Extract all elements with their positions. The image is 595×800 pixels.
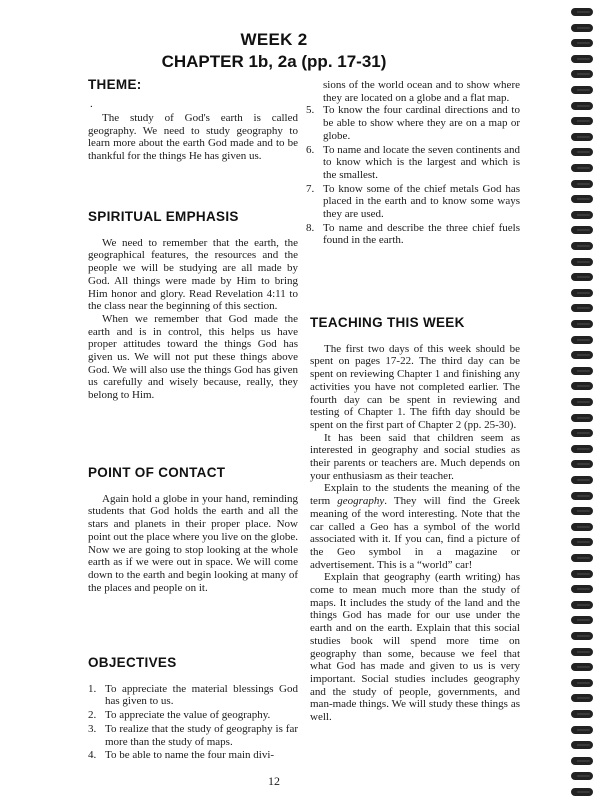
spiral-coil: [571, 70, 593, 78]
objective-text: To know the four cardinal directions and to be able to show where they are on a map or globe.: [323, 104, 520, 142]
spiral-coil: [571, 289, 593, 297]
theme-heading: THEME:: [88, 77, 142, 92]
spiral-coil: [571, 648, 593, 656]
spiral-coil: [571, 445, 593, 453]
objective-item: [88, 723, 298, 748]
objective-item: [306, 183, 520, 221]
teaching-section: [310, 317, 520, 724]
spiral-coil: [571, 258, 593, 266]
teaching-paragraph-1: The first two days of this week should be spent on pages 17-22. The third day can be spent on reviewing Chapter 1 and finishing any activities you have not completed earlier. The fourth day can be spent in reviewing and testing of Chapter 1. The fifth day should be spent on the first part of Chapter 2 (pp. 25-30).: [310, 342, 520, 431]
spiral-coil: [571, 117, 593, 125]
objective-number: 5.: [306, 104, 315, 117]
teaching-paragraph-3: [310, 482, 520, 571]
objective-text: To appreciate the material blessings God has given to us.: [105, 682, 298, 708]
spiral-coil: [571, 492, 593, 500]
spiral-coil: [571, 726, 593, 734]
spiral-coil: [571, 476, 593, 484]
spiral-coil: [571, 273, 593, 281]
objective-number: 2.: [88, 709, 97, 722]
spiral-coil: [571, 414, 593, 422]
objective-number: 7.: [306, 182, 315, 195]
spiral-coil: [571, 8, 593, 16]
teaching-heading: TEACHING THIS WEEK: [310, 315, 465, 330]
stray-mark: .: [90, 98, 93, 110]
objective-item: [306, 144, 520, 182]
spiritual-emphasis-heading: SPIRITUAL EMPHASIS: [88, 209, 239, 224]
spiral-coil: [571, 102, 593, 110]
spiritual-emphasis-paragraph-2: When we remember that God made the earth and is in control, this helps us have proper attitudes toward the things God has given us. We will not put these things above God. We will also use the things God has given us carefully and wisely because, really, they belong to Him.: [88, 312, 298, 402]
spiral-coil: [571, 226, 593, 234]
spiral-coil: [571, 398, 593, 406]
spiral-coil: [571, 336, 593, 344]
objective-number: 4.: [88, 749, 97, 762]
spiral-coil: [571, 570, 593, 578]
spiral-coil: [571, 694, 593, 702]
spiral-coil: [571, 507, 593, 515]
point-of-contact-section: [88, 467, 298, 594]
objective-number: 6.: [306, 143, 315, 156]
chapter-title: CHAPTER 1b, 2a (pp. 17-31): [161, 52, 387, 71]
objective-text: To name and locate the seven continents and to know which is the largest and which is the smallest.: [323, 143, 520, 181]
spiral-coil: [571, 86, 593, 94]
spiral-coil: [571, 242, 593, 250]
spiral-coil: [571, 554, 593, 562]
objective-item: [306, 222, 520, 247]
spiral-coil: [571, 211, 593, 219]
spiral-coil: [571, 788, 593, 796]
teaching-paragraph-2: It has been said that children seem as interested in geography and social studies as their parents or teachers are. Much depends on your enthusiasm as their teacher.: [310, 431, 520, 482]
spiral-coil: [571, 757, 593, 765]
spiral-coil: [571, 538, 593, 546]
spiral-coil: [571, 772, 593, 780]
objective-text: To be able to name the four main divi-: [105, 749, 275, 762]
teaching-paragraph-3-end: . They will find the Greek meaning of the word interesting. Note that the car called a Geo has a symbol of the world associated with it. If you can, find a picture of the Geo symbol in a magazine or advertisement. This is a “world” car!: [310, 495, 520, 571]
objective-item: [88, 683, 298, 708]
objective-text: To realize that the study of geography is far more than the study of maps.: [105, 722, 298, 748]
teaching-paragraph-4: Explain that geography (earth writing) has come to mean much more than the study of maps. It includes the study of the land and the things God has made for our use under the earth and on the earth. Explain that this social studies book will spend more time on geography than some, because we feel that what God has made and given to us is very important. Social studies includes geography and the study of people, governments, and man-made things. We will study these things as well.: [310, 571, 520, 724]
theme-text: The study of God's earth is called geography. We need to study geography to learn more about the earth God made and to be thankful for the things He has given us.: [88, 112, 298, 163]
spiral-coil: [571, 741, 593, 749]
objective-number: 1.: [88, 682, 97, 695]
right-column-objectives: [306, 79, 520, 248]
spiral-coil: [571, 180, 593, 188]
spiral-coil: [571, 351, 593, 359]
point-of-contact-heading: POINT OF CONTACT: [88, 465, 226, 480]
week-title: WEEK 2: [240, 30, 308, 49]
spiral-coil: [571, 24, 593, 32]
geography-term: geography: [337, 495, 385, 508]
objective-text: To name and describe the three chief fuels found in the earth.: [323, 221, 520, 247]
objectives-list-continued: [306, 104, 520, 247]
objective-number: 8.: [306, 221, 315, 234]
left-column: [88, 79, 298, 92]
spiritual-emphasis-section: [88, 211, 298, 402]
spiral-coil: [571, 679, 593, 687]
spiral-coil: [571, 367, 593, 375]
spiral-coil: [571, 710, 593, 718]
spiral-coil: [571, 148, 593, 156]
page-header: [0, 30, 548, 72]
spiral-coil: [571, 164, 593, 172]
spiral-coil: [571, 523, 593, 531]
spiral-binding: [567, 0, 595, 800]
spiral-coil: [571, 133, 593, 141]
objective-4-continued: sions of the world ocean and to show where they are located on a globe and a flat map.: [323, 79, 520, 104]
teaching-paragraph-3-start: Explain to the students the meaning of the term: [310, 482, 520, 508]
spiral-coil: [571, 39, 593, 47]
objective-text: To appreciate the value of geography.: [105, 709, 271, 722]
spiral-coil: [571, 616, 593, 624]
spiral-coil: [571, 55, 593, 63]
objectives-heading: OBJECTIVES: [88, 655, 177, 670]
spiral-coil: [571, 663, 593, 671]
spiritual-emphasis-paragraph-1: We need to remember that the earth, the geographical features, the resources and the people we will be studying are all made by God. All things were made by Him to bring Him honor and glory. Read Revelation 4:11 to the class near the beginning of this section.: [88, 236, 298, 313]
spiral-coil: [571, 382, 593, 390]
page-number: 12: [268, 774, 280, 788]
point-of-contact-text: Again hold a globe in your hand, reminding students that God holds the earth and all the stars and planets in their proper place. Now point out the place where you live on the globe. Now we are going to stop looking at the whole earth as if we were out in space. We will come down to the earth and begin looking at many of the places and people on it.: [88, 492, 298, 594]
spiral-coil: [571, 320, 593, 328]
objective-number: 3.: [88, 722, 97, 735]
objective-item: [88, 749, 298, 762]
objective-item: [306, 104, 520, 142]
objectives-list: [88, 683, 298, 762]
spiral-coil: [571, 195, 593, 203]
spiral-coil: [571, 601, 593, 609]
objectives-section: [88, 657, 298, 763]
spiral-coil: [571, 429, 593, 437]
objective-item: [88, 709, 298, 722]
spiral-coil: [571, 304, 593, 312]
spiral-coil: [571, 632, 593, 640]
spiral-coil: [571, 460, 593, 468]
spiral-coil: [571, 585, 593, 593]
theme-section: [88, 112, 298, 163]
objective-text: To know some of the chief metals God has placed in the earth and to know some ways they are used.: [323, 182, 520, 221]
